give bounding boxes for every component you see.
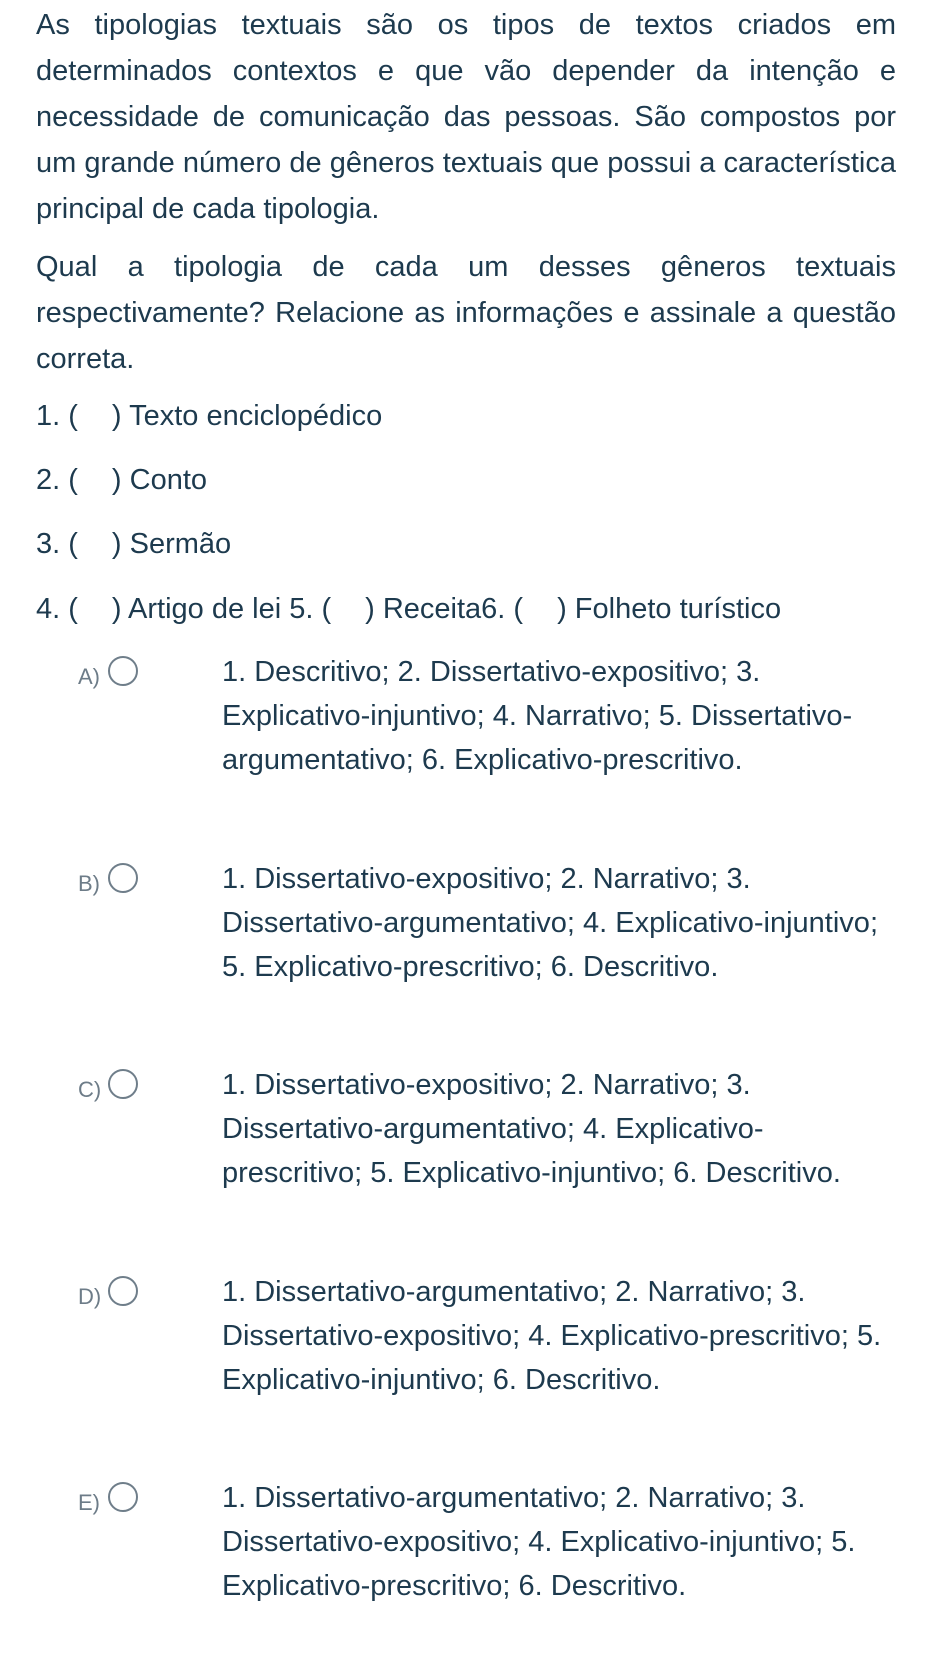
option-text: 1. Descritivo; 2. Dissertativo-expositivo; 3. Explicativo-injuntivo; 4. Narrativo; 5. Dissertativo-argumentativo; 6. Explicativo-prescritivo. (222, 656, 853, 776)
genre-item-2 (36, 460, 207, 500)
genre-item-line-4-5-6 (36, 589, 781, 629)
genre-item-label: ) Artigo de lei 5. ( (111, 593, 332, 625)
radio-button-c[interactable] (108, 1069, 138, 1099)
option-letter: D) (78, 1284, 102, 1309)
genre-item-number: 4. ( (36, 593, 78, 625)
option-text: 1. Dissertativo-expositivo; 2. Narrativo; 3. Dissertativo-argumentativo; 4. Explicativo-prescritivo; 5. Explicativo-injuntivo; 6. Descritivo. (222, 1069, 841, 1189)
genre-item-number: 2. ( (36, 464, 78, 496)
radio-button-a[interactable] (108, 656, 138, 686)
question-intro-text: As tipologias textuais são os tipos de textos criados em determinados contextos e que vão depender da intenção e necessidade de comunicação das pessoas. São compostos por um grande número de gêneros textuais que possui a característica principal de cada tipologia. (36, 9, 896, 225)
genre-item-label: ) Texto enciclopédico (111, 400, 383, 432)
genre-item-label: ) Folheto turístico (557, 593, 782, 625)
option-letter: E) (78, 1490, 100, 1515)
radio-button-e[interactable] (108, 1482, 138, 1512)
genre-item-number: 3. ( (36, 528, 78, 560)
option-text: 1. Dissertativo-argumentativo; 2. Narrativo; 3. Dissertativo-expositivo; 4. Explicativo-prescritivo; 5. Explicativo-injuntivo; 6. Descritivo. (222, 1276, 882, 1396)
genre-item-label: ) Conto (111, 464, 208, 496)
genre-item-number: 1. ( (36, 400, 78, 432)
genre-item-3 (36, 524, 231, 564)
genre-item-label: ) Sermão (111, 528, 232, 560)
genre-item-1 (36, 396, 382, 436)
question-prompt: Qual a tipologia de cada um desses gêneros textuais respectivamente? Relacione as informações e assinale a questão correta. (36, 251, 896, 375)
option-letter: C) (78, 1077, 102, 1102)
genre-item-label: ) Receita6. ( (365, 593, 524, 625)
radio-button-b[interactable] (108, 863, 138, 893)
option-letter: A) (78, 664, 100, 689)
option-letter: B) (78, 871, 100, 896)
option-text: 1. Dissertativo-expositivo; 2. Narrativo; 3. Dissertativo-argumentativo; 4. Explicativo-injuntivo; 5. Explicativo-prescritivo; 6. Descritivo. (222, 863, 878, 983)
option-text: 1. Dissertativo-argumentativo; 2. Narrativo; 3. Dissertativo-expositivo; 4. Explicativo-injuntivo; 5. Explicativo-prescritivo; 6. Descritivo. (222, 1482, 856, 1602)
radio-button-d[interactable] (108, 1276, 138, 1306)
